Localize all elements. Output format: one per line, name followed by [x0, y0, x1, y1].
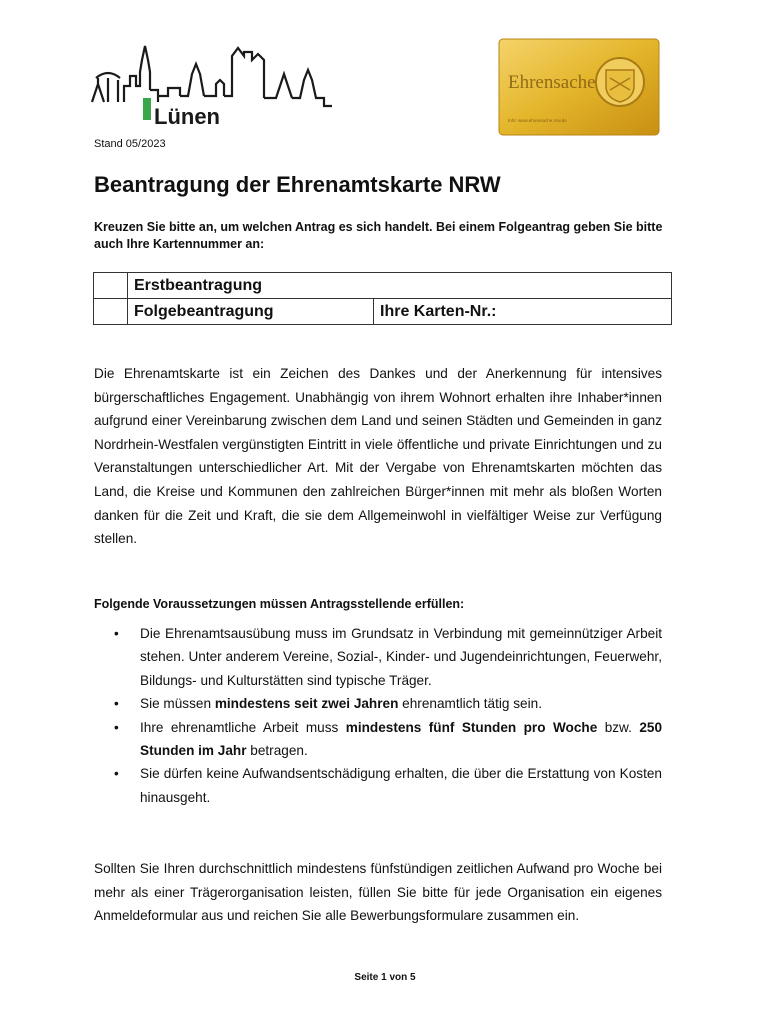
card-number-label: Ihre Karten-Nr.: [380, 302, 497, 320]
follow-application-label: Folgebeantragung [128, 299, 374, 325]
application-type-table [93, 272, 672, 325]
revision-date: Stand 05/2023 [94, 138, 166, 150]
requirement-emphasis: mindestens fünf Stunden pro Woche [345, 719, 598, 735]
requirement-text: Ihre ehrenamtliche Arbeit muss [140, 719, 346, 735]
page-number: Seite 1 von 5 [354, 972, 416, 983]
requirement-text: ehrenamtlich tätig sein. [398, 696, 542, 712]
bullet: • [114, 766, 119, 782]
bullet: • [114, 719, 119, 735]
requirement-text: Sie dürfen keine Aufwandsentschädigung erhalten, die über die Erstattung von Kosten hinausgeht. [140, 766, 662, 805]
requirement-text: Die Ehrenamtsausübung muss im Grundsatz in Verbindung mit gemeinnütziger Arbeit stehen. Unter anderem Vereine, Sozial-, Kinder- und Jugendeinrichtungen, Feuerwehr, Bildungs- und Kulturstätten sind typische Träger. [140, 626, 662, 688]
first-application-checkbox[interactable] [94, 273, 128, 299]
card-number-cell[interactable] [374, 299, 672, 325]
list-item [94, 622, 662, 692]
first-application-row [94, 273, 672, 299]
page-title: Beantragung der Ehrenamtskarte NRW [94, 172, 501, 197]
requirement-text: betragen. [246, 743, 308, 759]
first-application-label: Erstbeantragung [128, 273, 672, 299]
badge-title: Ehrensache [508, 72, 596, 93]
follow-application-checkbox[interactable] [94, 299, 128, 325]
requirement-emphasis: 250 Stunden im Jahr [140, 719, 663, 759]
requirements-list [94, 622, 662, 809]
requirement-text: bzw. [597, 719, 640, 735]
luenen-city-logo [88, 40, 338, 130]
list-item [94, 716, 662, 763]
logo-text: Lünen [154, 104, 220, 129]
list-item [94, 692, 662, 715]
requirement-text: Sie müssen [140, 696, 215, 712]
follow-application-row [94, 299, 672, 325]
requirement-emphasis: mindestens seit zwei Jahren [214, 696, 399, 712]
multiple-organisations-paragraph: Sollten Sie Ihren durchschnittlich mindestens fünfstündigen zeitlichen Aufwand pro Woche bei mehr als einer Trägerorganisation leisten, füllen Sie bitte für jede Organisation ein eigenes Anmeldeformular aus und reichen Sie alle Bewerbungsformulare zusammen ein. [94, 861, 662, 924]
bullet: • [114, 626, 119, 641]
description-paragraph: Die Ehrenamtskarte ist ein Zeichen des Dankes und der Anerkennung für intensives bürgerschaftliches Engagement. Unabhängig von ihrem Wohnort erhalten ihre Inhaber*innen aufgrund einer Vereinbarung zwischen dem Land und seinen Städten und Gemeinden in ganz Nordrhein-Westfalen vergünstigten Eintritt in viele öffentliche und private Einrichtungen und zu Veranstaltungen unterschiedlicher Art. Mit der Vergabe von Ehrenamtskarten möchten das Land, die Kreise und Kommunen den zahlreichen Bürger*innen mit mehr als bloßen Worten danken für die Zeit und Kraft, die sie dem Allgemeinwohl in vielfältiger Weise zur Verfügung stellen. [94, 366, 662, 547]
nrw-crest-icon [596, 58, 644, 106]
intro-instructions: Kreuzen Sie bitte an, um welchen Antrag es sich handelt. Bei einem Folgeantrag geben Sie bitte auch Ihre Kartennummer an: [94, 220, 663, 251]
ehrensache-badge [498, 38, 660, 136]
badge-url: Info: www.ehrensache.nrw.de [508, 118, 567, 123]
requirements-heading: Folgende Voraussetzungen müssen Antragsstellende erfüllen: [94, 597, 465, 611]
bullet: • [114, 696, 119, 712]
list-item [94, 762, 662, 809]
logo-green-bar [143, 98, 151, 120]
